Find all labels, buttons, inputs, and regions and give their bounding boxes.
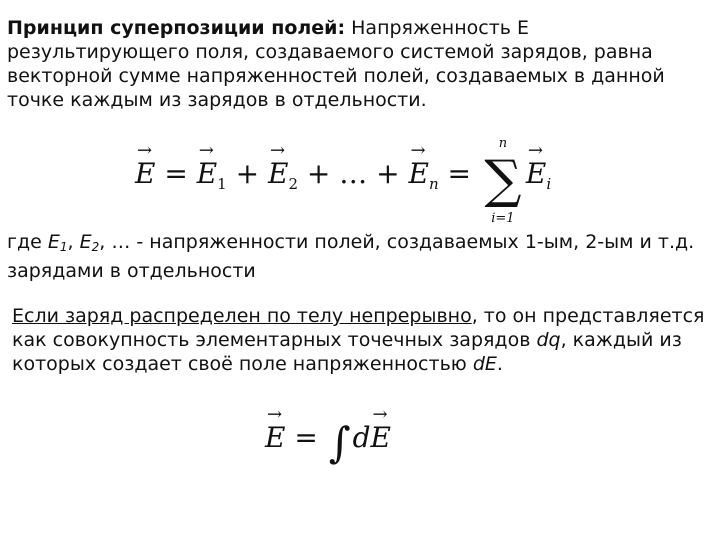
superposition-formula [135,136,552,226]
equals-sign: = [155,157,197,190]
plus-sign: + [226,157,268,190]
vector-E1: → E [197,157,217,190]
continuous-condition: Если заряд распределен по телу непрерывно [12,305,472,327]
text-mid: , то он представляется как совокупность элементарных точечных зарядов [12,305,705,351]
subscript-i: i [546,175,552,193]
sub-2: 2 [91,240,100,254]
components-explanation [7,230,712,283]
sub-1: 1 [59,240,68,254]
superposition-definition [7,16,712,112]
subscript-2: 2 [288,175,298,193]
sigma-symbol: ∑ [484,150,522,210]
continuous-distribution-text [12,304,714,376]
comma: , [67,231,80,253]
definition-text: Напряженность Е результирующего поля, создаваемого системой зарядов, равна векторной сумме напряженностей полей, создаваемых в данной точке каждым из зарядов в отдельности. [7,17,665,111]
equals-sign-2: = [438,157,480,190]
symbol-dq: dq [536,329,561,351]
sum-lower-limit: i=1 [491,211,515,226]
equals-sign-integral: = [285,421,327,454]
explanation-post: , … - напряженности полей, создаваемых 1-ым, 2-ым и т.д. зарядами в отдельности [7,231,695,282]
sum-upper-limit: n [498,136,508,151]
vector-En: → E [409,157,429,190]
vector-E2: → E [268,157,288,190]
vector-Ei: → E [526,157,546,190]
vector-dE: → E [371,421,391,454]
symbol-E1: E [47,231,60,253]
symbol-dE: dE [472,353,497,375]
subscript-n: n [428,175,439,193]
sigma-icon [484,136,522,226]
explanation-pre: где [7,231,48,253]
subscript-1: 1 [217,175,227,193]
differential-d: d [352,421,371,454]
integral-formula [265,418,391,478]
text-end: . [496,353,503,375]
vector-E: → E [135,157,155,190]
vector-E-total: → E [265,421,285,454]
definition-title: Принцип суперпозиции полей: [7,17,346,39]
symbol-E2: E [79,231,92,253]
integral-icon: ∫ [328,418,351,467]
ellipsis-terms: + … + [297,157,409,190]
text-mid2: , каждый из которых создает своё поле напряженностью [12,329,682,375]
